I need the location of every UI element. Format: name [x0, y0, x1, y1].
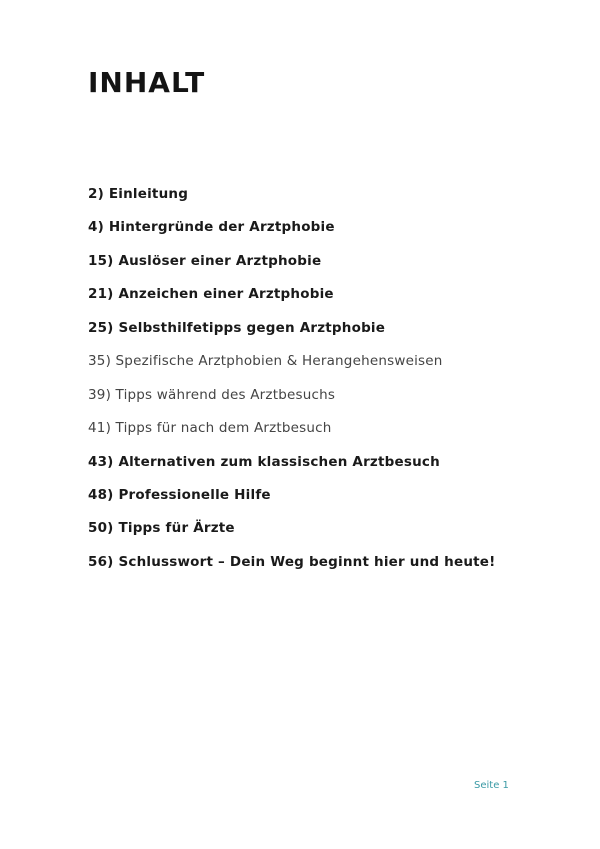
toc-entry-selbsthilfetipps[interactable]: 25) Selbsthilfetipps gegen Arztphobie — [88, 319, 386, 336]
toc-entry-einleitung[interactable]: 2) Einleitung — [88, 186, 189, 202]
toc-entry-alternativen[interactable]: 43) Alternativen zum klassischen Arztbesuch — [88, 453, 440, 470]
toc-entry-ausloeser[interactable]: 15) Auslöser einer Arztphobie — [88, 252, 322, 269]
toc-entry-professionelle-hilfe[interactable]: 48) Professionelle Hilfe — [88, 486, 271, 503]
toc-entry-tipps-aerzte[interactable]: 50) Tipps für Ärzte — [88, 520, 235, 537]
toc-entry-hintergruende[interactable]: 4) Hintergründe der Arztphobie — [88, 219, 335, 236]
page-title: INHALT — [88, 66, 206, 99]
page-number: Seite 1 — [474, 780, 509, 791]
toc-entry-tipps-waehrend[interactable]: 39) Tipps während des Arztbesuchs — [88, 386, 336, 403]
table-of-contents — [88, 184, 548, 585]
toc-entry-tipps-nach[interactable]: 41) Tipps für nach dem Arztbesuch — [88, 420, 332, 437]
toc-entry-spezifische-arztphobien[interactable]: 35) Spezifische Arztphobien & Herangehensweisen — [88, 353, 443, 370]
toc-entry-schlusswort[interactable]: 56) Schlusswort – Dein Weg beginnt hier und heute! — [88, 553, 496, 570]
toc-entry-anzeichen[interactable]: 21) Anzeichen einer Arztphobie — [88, 286, 334, 303]
